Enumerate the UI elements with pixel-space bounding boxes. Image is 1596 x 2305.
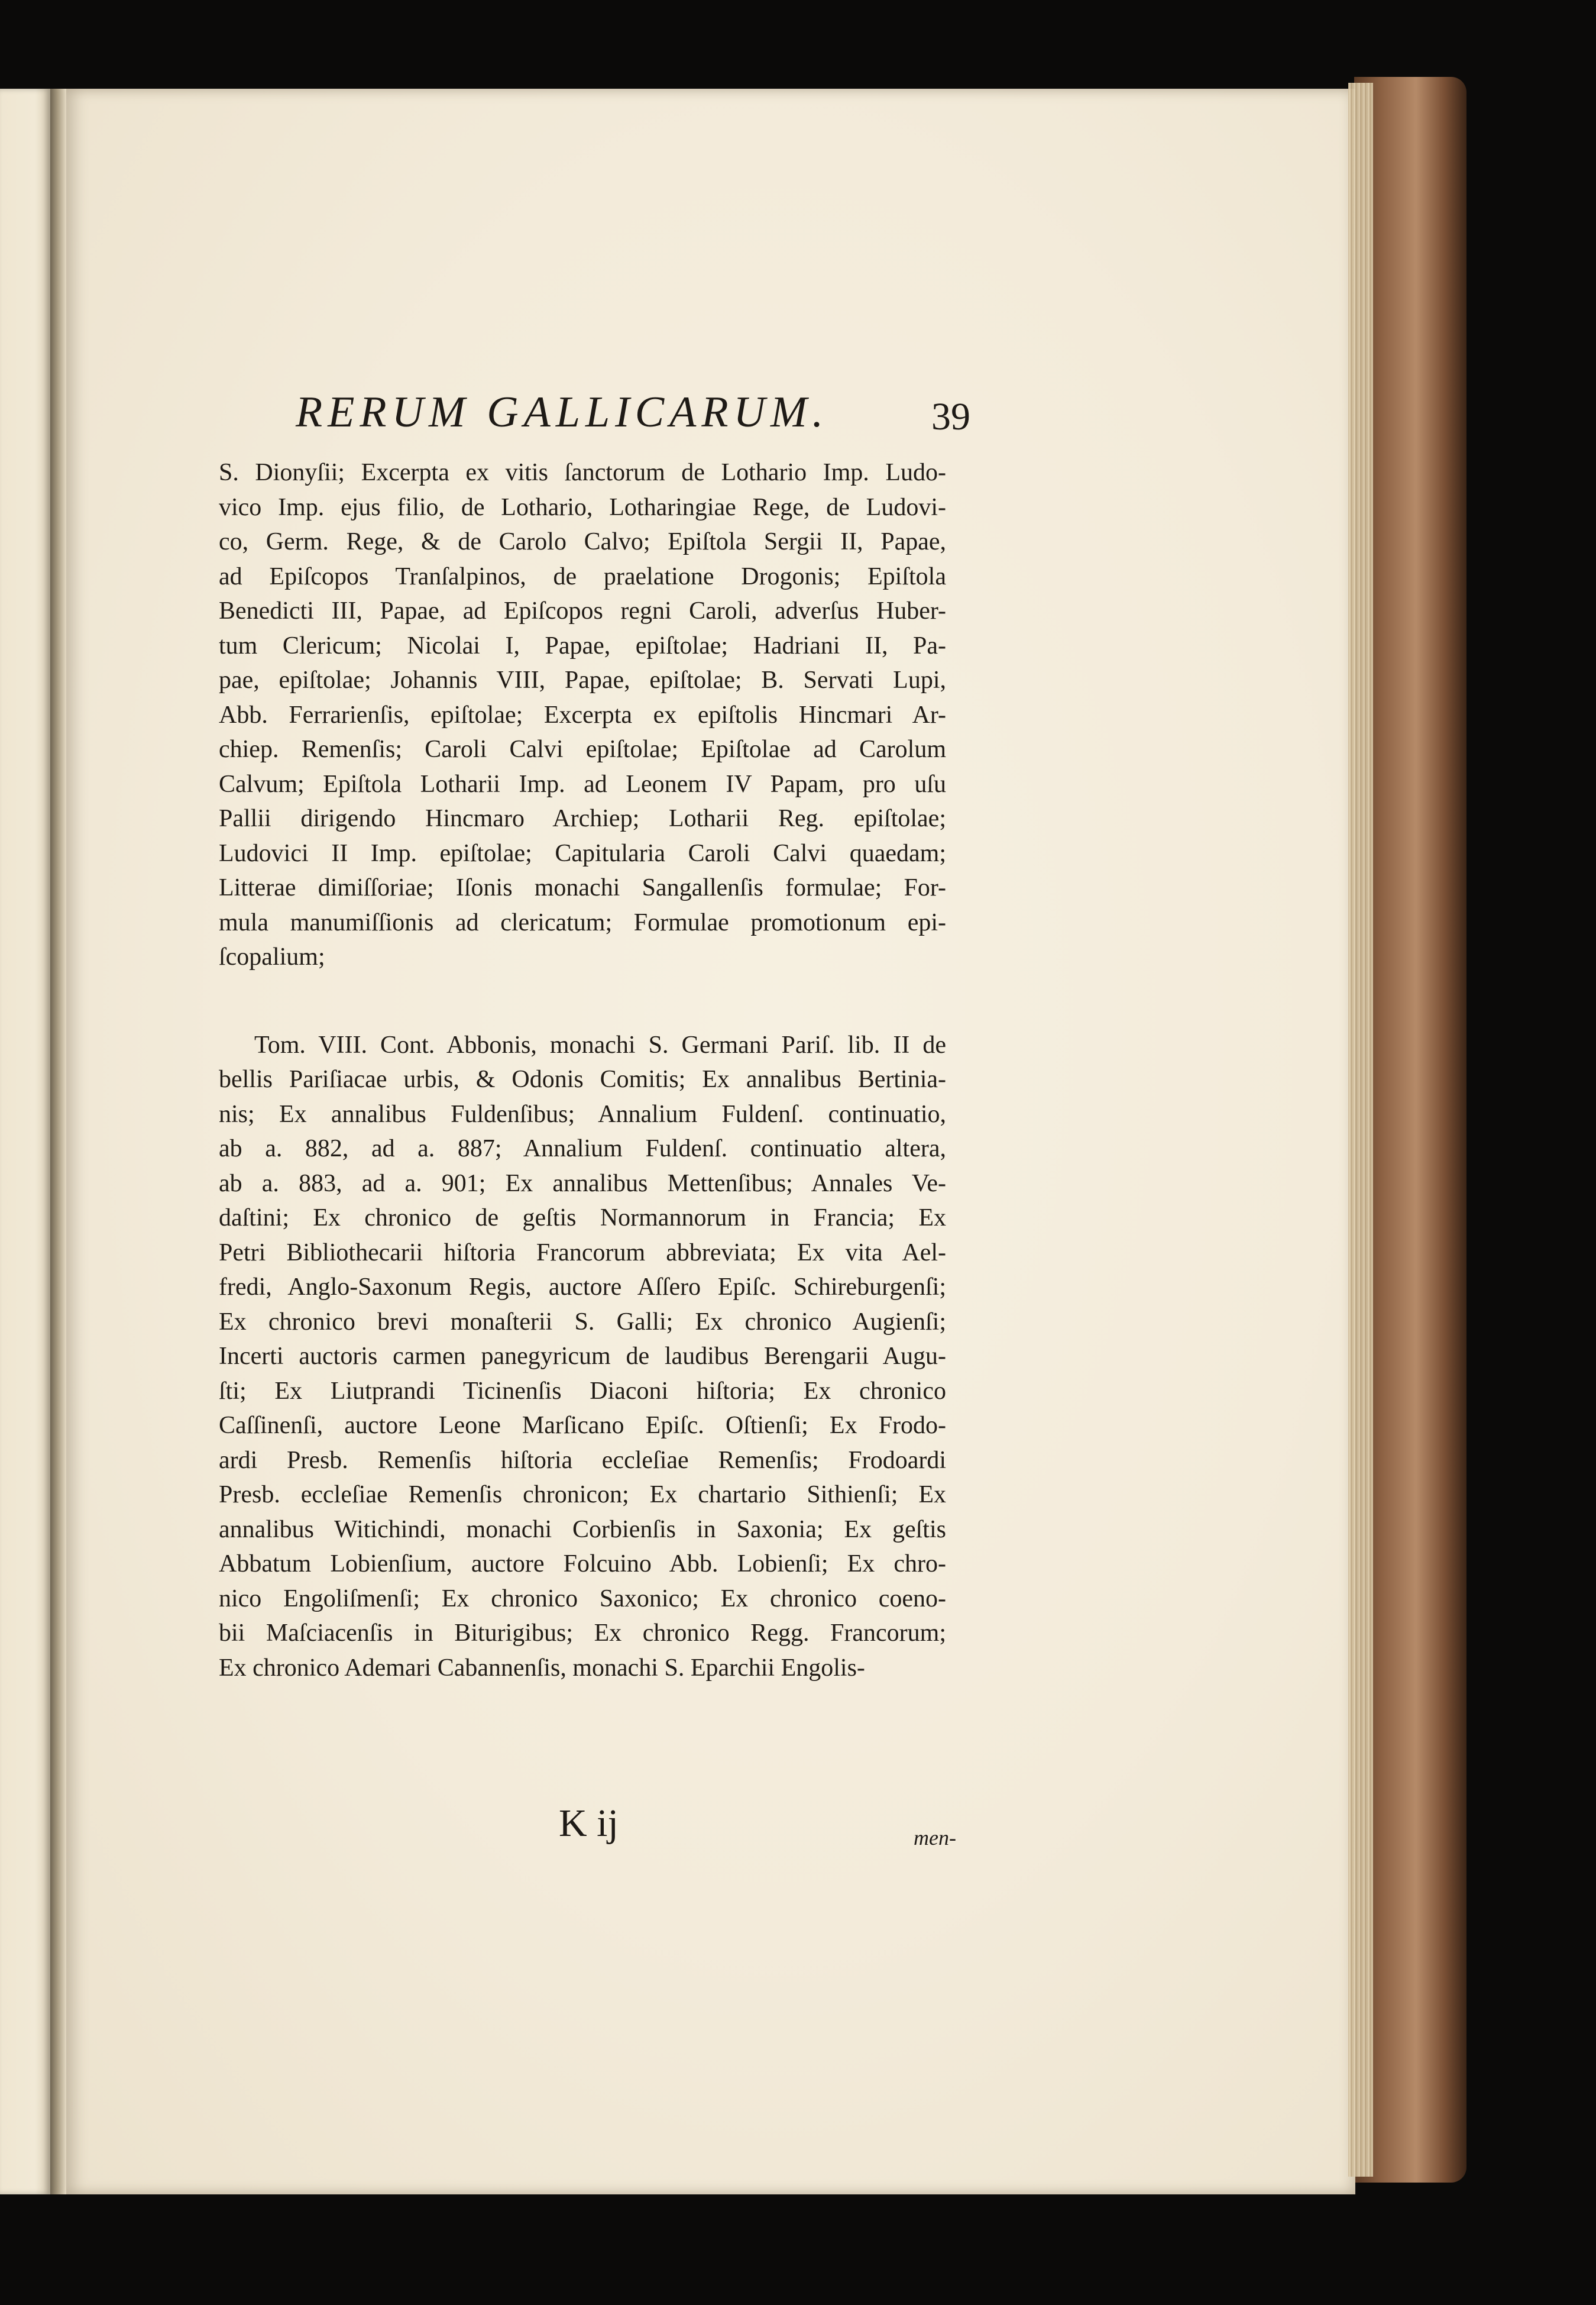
- text-line: ab a. 883, ad a. 901; Ex annalibus Mettenſibus; Annales Ve-: [219, 1169, 946, 1197]
- text-line: Ex chronico brevi monaſterii S. Galli; Ex chronico Augienſi;: [219, 1308, 946, 1336]
- paragraph-gap: [219, 975, 946, 1028]
- text-line: mula manumiſſionis ad clericatum; Formulae promotionum epi-: [219, 909, 946, 936]
- text-line: S. Dionyſii; Excerpta ex vitis ſanctorum de Lothario Imp. Ludo-: [219, 459, 946, 486]
- text-line: ſcopalium;: [219, 943, 325, 971]
- text-line: bii Maſciacenſis in Biturigibus; Ex chronico Regg. Francorum;: [219, 1619, 946, 1647]
- paragraph-2: [219, 1028, 946, 1686]
- text-line: Pallii dirigendo Hincmaro Archiep; Lotharii Reg. epiſtolae;: [219, 805, 946, 832]
- gathering-signature: K ij: [559, 1802, 619, 1845]
- text-line: Incerti auctoris carmen panegyricum de laudibus Berengarii Augu-: [219, 1343, 946, 1370]
- text-line: daſtini; Ex chronico de geſtis Normannorum in Francia; Ex: [219, 1204, 946, 1231]
- text-line: tum Clericum; Nicolai I, Papae, epiſtolae; Hadriani II, Pa-: [219, 632, 946, 660]
- text-line: Caſſinenſi, auctore Leone Marſicano Epiſc. Oſtienſi; Ex Frodo-: [219, 1412, 946, 1439]
- text-line: pae, epiſtolae; Johannis VIII, Papae, epiſtolae; B. Servati Lupi,: [219, 667, 946, 694]
- text-line: co, Germ. Rege, & de Carolo Calvo; Epiſtola Sergii II, Papae,: [219, 528, 946, 555]
- text-line: nis; Ex annalibus Fuldenſibus; Annalium Fuldenſ. continuatio,: [219, 1100, 946, 1128]
- catchword: men-: [914, 1826, 956, 1850]
- running-head: RERUM GALLICARUM.: [296, 388, 829, 437]
- text-line: bellis Pariſiacae urbis, & Odonis Comitis; Ex annalibus Bertinia-: [219, 1066, 946, 1093]
- text-line: Tom. VIII. Cont. Abbonis, monachi S. Germani Pariſ. lib. II de: [254, 1031, 946, 1059]
- facing-page-edge: [0, 89, 50, 2194]
- text-line: ad Epiſcopos Tranſalpinos, de praelatione Drogonis; Epiſtola: [219, 562, 946, 590]
- text-line: Presb. eccleſiae Remenſis chronicon; Ex chartario Sithienſi; Ex: [219, 1481, 946, 1508]
- text-line: Ex chronico Ademari Cabannenſis, monachi S. Eparchii Engolis-: [219, 1654, 865, 1682]
- text-line: Petri Bibliothecarii hiſtoria Francorum abbreviata; Ex vita Ael-: [219, 1239, 946, 1266]
- text-line: nico Engoliſmenſi; Ex chronico Saxonico; Ex chronico coeno-: [219, 1585, 946, 1612]
- text-line: chiep. Remenſis; Caroli Calvi epiſtolae; Epiſtolae ad Carolum: [219, 736, 946, 763]
- text-line: Abbatum Lobienſium, auctore Folcuino Abb. Lobienſi; Ex chro-: [219, 1550, 946, 1577]
- paragraph-1: [219, 455, 946, 975]
- text-line: fredi, Anglo-Saxonum Regis, auctore Aſſero Epiſc. Schireburgenſi;: [219, 1273, 946, 1301]
- page-edges: [1348, 83, 1373, 2177]
- book-gutter: [50, 89, 67, 2194]
- text-line: Ludovici II Imp. epiſtolae; Capitularia Caroli Calvi quaedam;: [219, 839, 946, 867]
- text-line: annalibus Witichindi, monachi Corbienſis in Saxonia; Ex geſtis: [219, 1515, 946, 1543]
- text-line: ab a. 882, ad a. 887; Annalium Fuldenſ. continuatio altera,: [219, 1135, 946, 1162]
- text-line: ſti; Ex Liutprandi Ticinenſis Diaconi hiſtoria; Ex chronico: [219, 1377, 946, 1405]
- text-line: vico Imp. ejus filio, de Lothario, Lotharingiae Rege, de Ludovi-: [219, 493, 946, 521]
- page-header: [296, 387, 993, 452]
- text-line: Abb. Ferrarienſis, epiſtolae; Excerpta ex epiſtolis Hincmari Ar-: [219, 701, 946, 729]
- text-line: Calvum; Epiſtola Lotharii Imp. ad Leonem IV Papam, pro uſu: [219, 770, 946, 798]
- page-number: 39: [931, 395, 970, 438]
- page-body: [219, 455, 946, 1685]
- text-line: ardi Presb. Remenſis hiſtoria eccleſiae Remenſis; Frodoardi: [219, 1446, 946, 1474]
- text-line: Benedicti III, Papae, ad Epiſcopos regni Caroli, adverſus Huber-: [219, 597, 946, 625]
- text-line: Litterae dimiſſoriae; Iſonis monachi Sangallenſis formulae; For-: [219, 874, 946, 901]
